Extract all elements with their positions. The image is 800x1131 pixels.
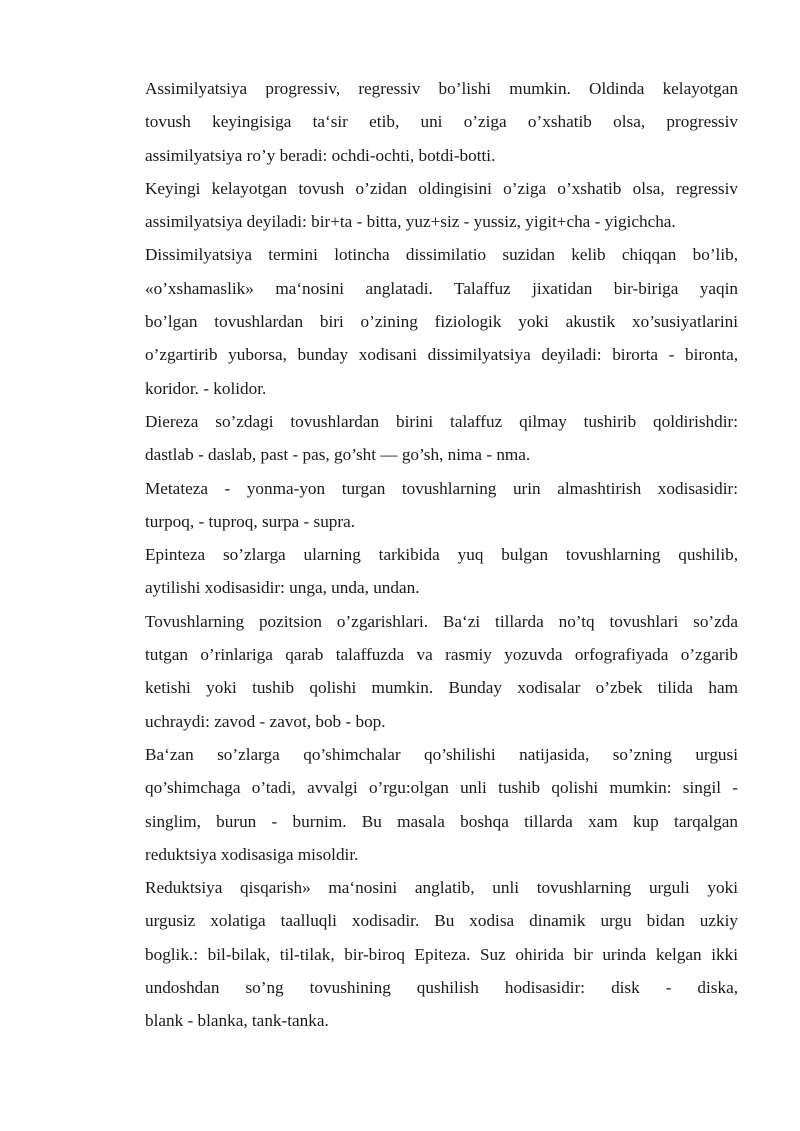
text-line: tutgan o’rinlariga qarab talaffuzda va rasmiy yozuvda orfografiyada o’zgarib	[145, 645, 738, 665]
text-line: Assimilyatsiya progressiv, regressiv bo’lishi mumkin. Oldinda kelayotgan	[145, 79, 738, 98]
text-line: assimilyatsiya deyiladi: bir+ta - bitta, yuz+siz - yussiz, yigit+cha - yigichcha.	[145, 212, 676, 232]
text-line: undoshdan so’ng tovushining qushilish hodisasidir: disk - diska,	[145, 978, 738, 998]
text-line: singlim, burun - burnim. Bu masala boshqa tillarda xam kup tarqalgan	[145, 811, 738, 831]
text-line: Epinteza so’zlarga ularning tarkibida yuq bulgan tovushlarning qushilib,	[145, 545, 738, 565]
text-line: reduktsiya xodisasiga misoldir.	[145, 844, 359, 864]
text-line: boglik.: bil-bilak, til-tilak, bir-biroq Epiteza. Suz ohirida bir urinda kelgan ikki	[145, 944, 738, 964]
text-line: uchraydi: zavod - zavot, bob - bop.	[145, 711, 386, 731]
paragraph	[145, 72, 738, 172]
text-line: bo’lgan tovushlardan biri o’zining fiziologik yoki akustik xo’susiyatlarini	[145, 312, 738, 332]
paragraph	[145, 238, 738, 404]
text-line: Metateza - yonma-yon turgan tovushlarning urin almashtirish xodisasidir:	[145, 478, 738, 498]
text-line: Ba‘zan so’zlarga qo’shimchalar qo’shilishi natijasida, so’zning urgusi	[145, 744, 738, 764]
paragraph	[145, 538, 738, 605]
paragraph	[145, 738, 738, 871]
document-body	[145, 72, 738, 1038]
text-line: tovush keyingisiga ta‘sir etib, uni o’ziga o’xshatib olsa, progressiv	[145, 112, 738, 132]
text-line: o’zgartirib yuborsa, bunday xodisani dissimilyatsiya deyiladi: birorta - bironta,	[145, 345, 738, 365]
paragraph	[145, 172, 738, 239]
text-line: ketishi yoki tushib qolishi mumkin. Bunday xodisalar o’zbek tilida ham	[145, 678, 738, 698]
paragraph	[145, 871, 738, 1037]
text-line: Tovushlarning pozitsion o’zgarishlari. Ba‘zi tillarda no’tq tovushlari so’zda	[145, 611, 738, 631]
text-line: Diereza so’zdagi tovushlardan birini talaffuz qilmay tushirib qoldirishdir:	[145, 411, 738, 431]
text-line: blank - blanka, tank-tanka.	[145, 1011, 329, 1031]
text-line: aytilishi xodisasidir: unga, unda, undan.	[145, 578, 420, 598]
text-line: qo’shimchaga o’tadi, avvalgi o’rgu:olgan unli tushib qolishi mumkin: singil -	[145, 778, 738, 798]
text-line: turpoq, - tuproq, surpa - supra.	[145, 511, 356, 531]
text-line: Dissimilyatsiya termini lotincha dissimilatio suzidan kelib chiqqan bo’lib,	[145, 245, 738, 265]
text-line: urgusiz xolatiga taalluqli xodisadir. Bu xodisa dinamik urgu bidan uzkiy	[145, 911, 738, 931]
paragraph	[145, 405, 738, 472]
text-line: dastlab - daslab, past - pas, go’sht — go’sh, nima - nma.	[145, 445, 531, 465]
paragraph	[145, 605, 738, 738]
text-line: Keyingi kelayotgan tovush o’zidan oldingisini o’ziga o’xshatib olsa, regressiv	[145, 178, 738, 198]
text-line: koridor. - kolidor.	[145, 378, 267, 398]
paragraph	[145, 472, 738, 539]
text-line: assimilyatsiya ro’y beradi: ochdi-ochti, botdi-botti.	[145, 145, 496, 165]
text-line: «o’xshamaslik» ma‘nosini anglatadi. Talaffuz jixatidan bir-biriga yaqin	[145, 278, 738, 298]
text-line: Reduktsiya qisqarish» ma‘nosini anglatib, unli tovushlarning urguli yoki	[145, 878, 738, 898]
